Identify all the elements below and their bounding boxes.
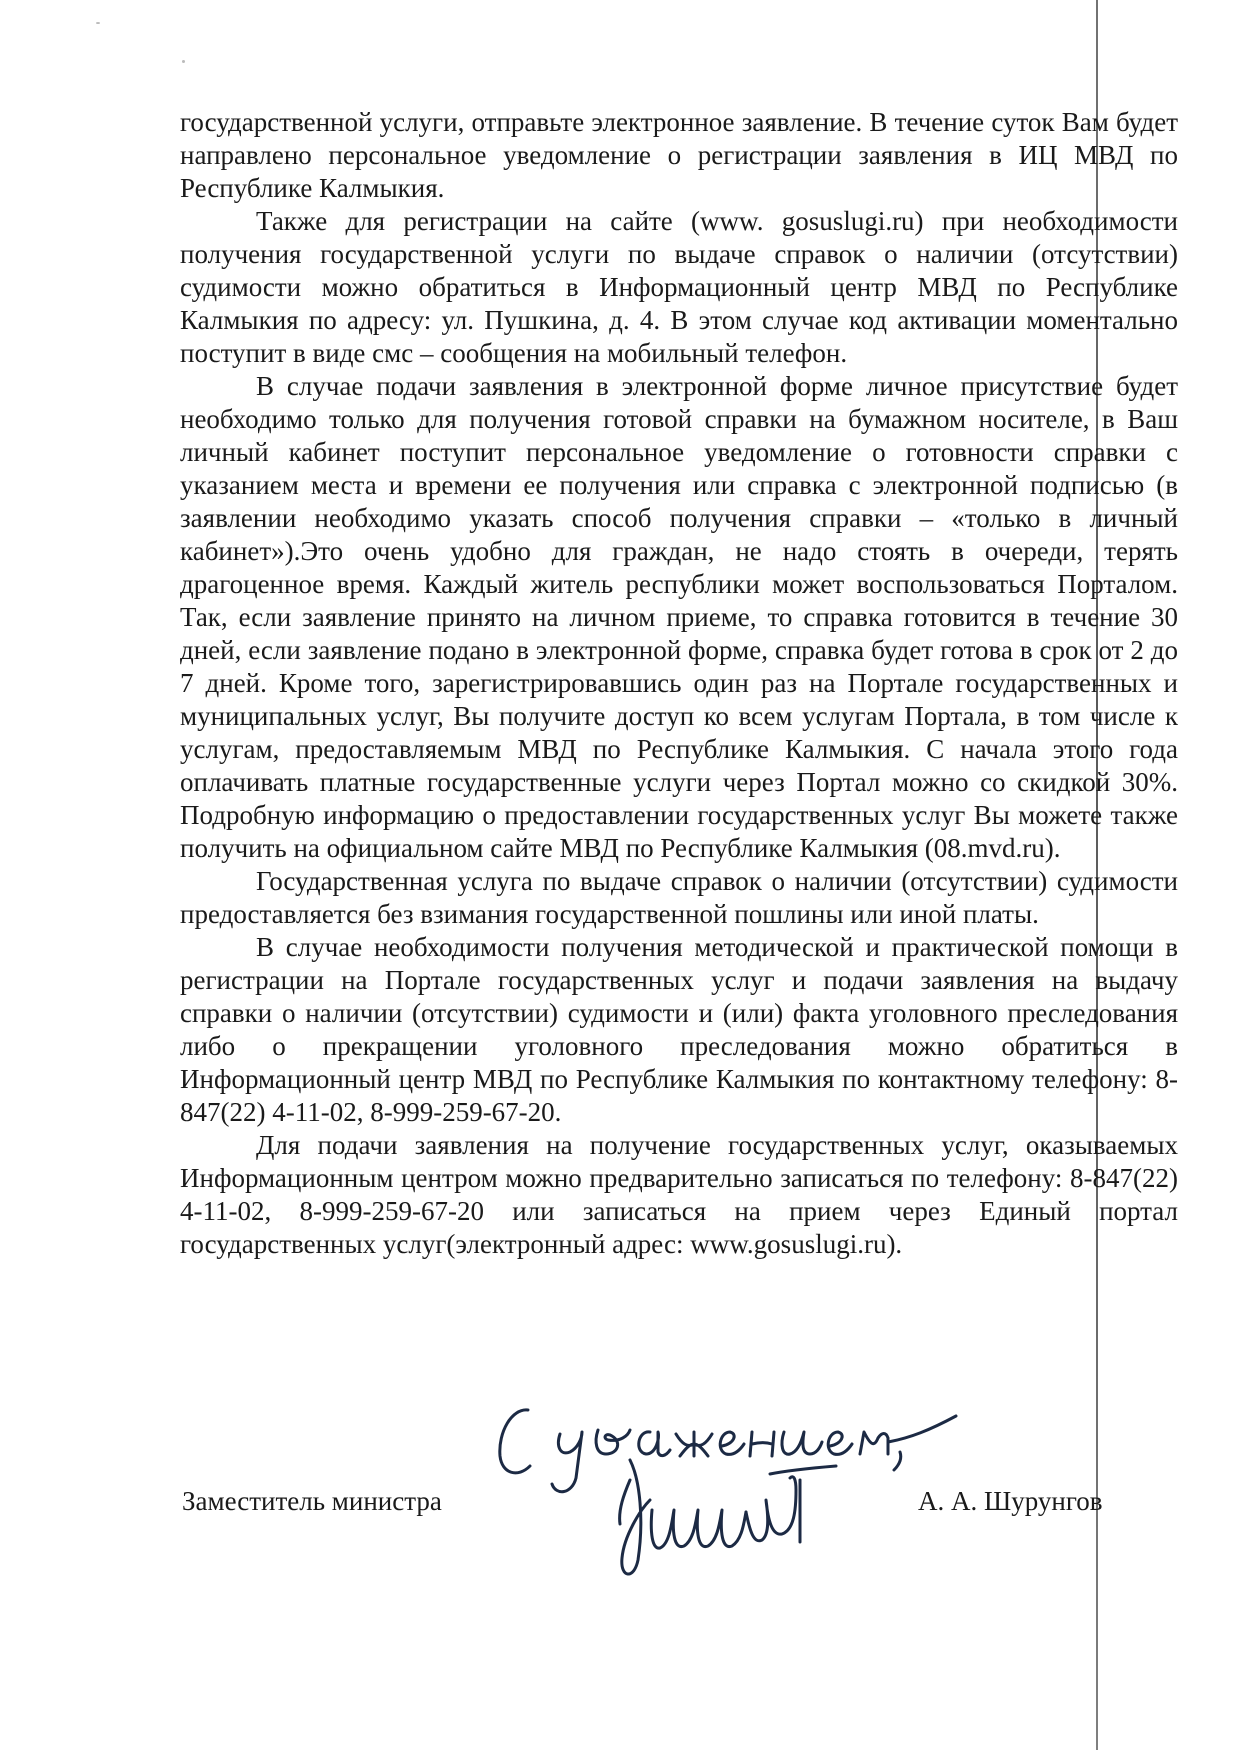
- paragraph-3: В случае подачи заявления в электронной форме личное присутствие будет необходимо только для получения готовой справки на бумажном носителе, в Ваш личный кабинет поступит персональное уведомление о готовности справки с указанием места и времени ее получения или справка с электронной подписью (в заявлении необходимо указать способ получения справки – «только в личный кабинет»).Это очень удобно для граждан, не надо стоять в очереди, терять драгоценное время. Каждый житель республики может воспользоваться Порталом. Так, если заявление принято на личном приеме, то справка готовится в течение 30 дней, если заявление подано в электронной форме, справка будет готова в срок от 2 до 7 дней. Кроме того, зарегистрировавшись один раз на Портале государственных и муниципальных услуг, Вы получите доступ ко всем услугам Портала, в том числе к услугам, предоставляемым МВД по Республике Калмыкия. С начала этого года оплачивать платные государственные услуги через Портал можно со скидкой 30%. Подробную информацию о предоставлении государственных услуг Вы можете также получить на официальном сайте МВД по Республике Калмыкия (08.mvd.ru).: [180, 371, 1178, 863]
- paragraph-1: государственной услуги, отправьте электронное заявление. В течение суток Вам будет направлено персональное уведомление о регистрации заявления в ИЦ МВД по Республике Калмыкия.: [180, 107, 1178, 203]
- signatory-role: Заместитель министра: [182, 1486, 442, 1516]
- paragraph-6: Для подачи заявления на получение государственных услуг, оказываемых Информационным центром можно предварительно записаться по телефону: 8-847(22) 4-11-02, 8-999-259-67-20 или записаться на прием через Единый портал государственных услуг(электронный адрес: www.gosuslugi.ru).: [180, 1130, 1178, 1259]
- paragraph-4: Государственная услуга по выдаче справок о наличии (отсутствии) судимости предоставляется без взимания государственной пошлины или иной платы.: [180, 866, 1178, 929]
- scan-speck: [182, 60, 185, 63]
- paragraph-5: В случае необходимости получения методической и практической помощи в регистрации на Портале государственных услуг и подачи заявления на выдачу справки о наличии (отсутствии) судимости и (или) факта уголовного преследования либо о прекращении уголовного преследования можно обратиться в Информационный центр МВД по Республике Калмыкия по контактному телефону: 8-847(22) 4-11-02, 8-999-259-67-20.: [180, 932, 1178, 1127]
- paragraph-2: Также для регистрации на сайте (www. gosuslugi.ru) при необходимости получения государственной услуги по выдаче справок о наличии (отсутствии) судимости можно обратиться в Информационный центр МВД по Республике Калмыкия по адресу: ул. Пушкина, д. 4. В этом случае код активации моментально поступит в виде смс – сообщения на мобильный телефон.: [180, 206, 1178, 368]
- scan-speck: [96, 22, 100, 24]
- signature: [600, 1440, 860, 1590]
- signatory-name: А. А. Шурунгов: [918, 1486, 1103, 1516]
- letter-body: [180, 106, 1178, 1261]
